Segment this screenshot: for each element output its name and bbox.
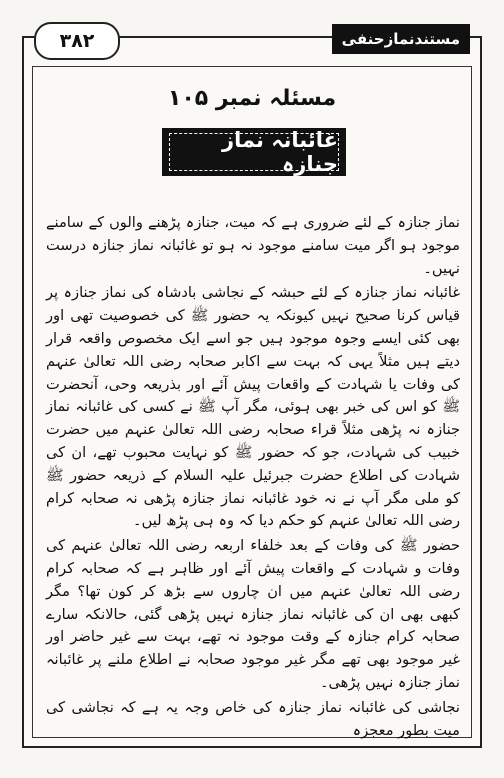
masala-number: مسئلہ نمبر ۱۰۵ xyxy=(167,86,337,111)
paragraph: حضور ﷺ کی وفات کے بعد خلفاء اربعہ رضی اللہ تعالیٰ عنہم کی وفات و شہادت کے واقعات پیش آئے اور ظاہر ہے کہ صحابہ کرام رضی اللہ تعالیٰ عنہم میں ان چاروں سے بڑھ کر کون تھا؟ مگر کبھی بھی ان کی غائبانہ نماز جنازہ نہیں پڑھی گئی، حالانکہ سارے صحابہ کرام جنازہ کے وقت موجود نہ تھے، بہت سے غیر حاضر اور غیر موجود بھی تھے مگر غیر موجود صحابہ نے اطلاع ملنے پر غائبانہ نماز جنازہ نہیں پڑھی۔ xyxy=(46,537,460,691)
running-head: مستندنمازحنفی xyxy=(332,24,470,54)
paragraph: نجاشی کی غائبانہ نماز جنازہ کی خاص وجہ یہ ہے کہ نجاشی کی میت بطور معجزہ xyxy=(46,698,460,739)
page-number: ۳۸۲ xyxy=(34,22,120,60)
body-text xyxy=(46,212,460,744)
title-box xyxy=(162,128,346,176)
paragraph: نماز جنازہ کے لئے ضروری ہے کہ میت، جنازہ پڑھنے والوں کے سامنے موجود ہو اگر میت سامنے موجود نہ ہو تو غائبانہ نماز جنازہ درست نہیں۔ xyxy=(46,214,460,277)
chapter-title: غائبانہ نماز جنازہ xyxy=(169,133,339,171)
paragraph: غائبانہ نماز جنازہ کے لئے حبشہ کے نجاشی بادشاہ کی نماز جنازہ پر قیاس کرنا صحیح نہیں کیونکہ یہ حضور ﷺ کی خصوصیت تھی اور بھی کئی ایسے وجوہ موجود ہیں جو اسے ایک مخصوص واقعہ قرار دیتے ہیں مثلاً یہی کہ بہت سے اکابر صحابہ رضی اللہ تعالیٰ عنہم کی وفات یا شہادت کے واقعات پیش آئے اور بذریعہ وحی، آنحضرت ﷺ کو اس کی خبر بھی ہوئی، مگر آپ ﷺ نے کسی کی غائبانہ نماز جنازہ نہ پڑھی مثلاً قراء صحابہ رضی اللہ تعالیٰ عنہم میں حضرت خبیب کی شہادت، جو کہ حضور ﷺ کو نہایت محبوب تھے، ان کی شہادت کی اطلاع حضرت جبرئیل علیہ السلام کے ذریعہ حضور ﷺ کو ملی مگر آپ نے نہ خود غائبانہ نماز جنازہ پڑھی نہ صحابہ کرام رضی اللہ تعالیٰ عنہم کو حکم دیا کہ وہ ہی پڑھ لیں۔ xyxy=(46,284,460,530)
